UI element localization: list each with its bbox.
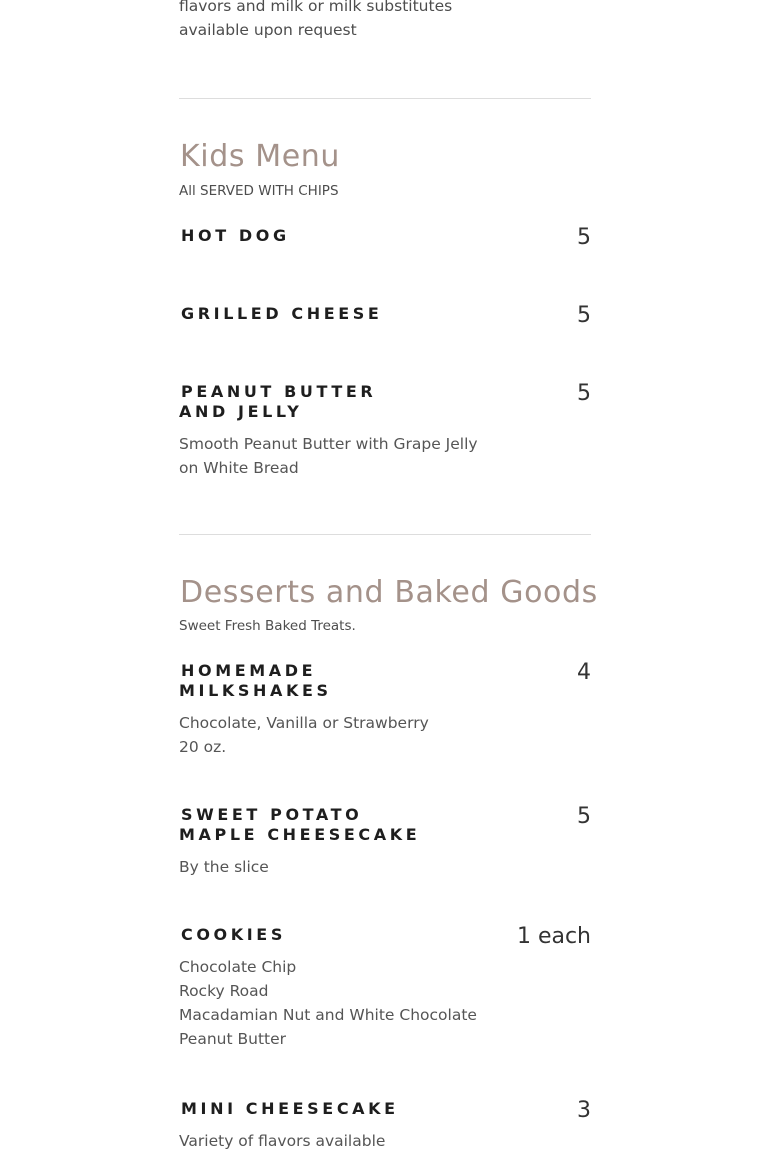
item-price: 4 <box>577 660 591 685</box>
description-line: Macadamian Nut and White Chocolate <box>179 1006 477 1024</box>
section-title-kids-menu: Kids Menu <box>180 139 340 174</box>
menu-item-mini-cheesecake <box>179 1099 591 1153</box>
item-description <box>179 855 479 879</box>
item-name: SWEET POTATO MAPLE CHEESECAKE <box>179 805 421 844</box>
menu-item-homemade-milkshakes <box>179 661 591 759</box>
item-description <box>179 432 479 480</box>
item-name: PEANUT BUTTER AND JELLY <box>179 382 377 421</box>
item-name: MINI CHEESECAKE <box>181 1099 399 1118</box>
menu-item-grilled-cheese <box>179 303 591 328</box>
section-subtitle-kids-menu: All SERVED WITH CHIPS <box>179 183 339 199</box>
item-description <box>179 711 479 759</box>
item-name: HOMEMADE MILKSHAKES <box>179 661 332 700</box>
item-price: 1 each <box>516 924 591 949</box>
item-price: 5 <box>577 804 591 829</box>
description-line: Rocky Road <box>179 982 269 1000</box>
item-name: HOT DOG <box>181 226 290 245</box>
description-line: Variety of flavors available <box>179 1132 386 1150</box>
description-line: 20 oz. <box>179 738 227 756</box>
item-description <box>179 955 479 1051</box>
description-line: on White Bread <box>179 459 299 477</box>
menu-item-peanut-butter-and-jelly <box>179 382 591 480</box>
item-price: 5 <box>577 303 591 328</box>
section-divider <box>179 98 591 99</box>
section-subtitle-desserts: Sweet Fresh Baked Treats. <box>179 618 356 634</box>
item-name: GRILLED CHEESE <box>181 304 383 323</box>
item-price: 5 <box>577 225 591 250</box>
menu-item-sweet-potato-maple-cheesecake <box>179 805 591 879</box>
intro-text-line-2: available upon request <box>179 21 357 39</box>
description-line: Chocolate, Vanilla or Strawberry <box>179 714 429 732</box>
item-description <box>179 1129 479 1153</box>
intro-text-line-1: flavors and milk or milk substitutes <box>179 0 453 15</box>
item-price: 3 <box>577 1098 591 1123</box>
item-name: COOKIES <box>181 925 286 944</box>
description-line: Peanut Butter <box>179 1030 287 1048</box>
description-line: Smooth Peanut Butter with Grape Jelly <box>179 435 478 453</box>
description-line: By the slice <box>179 858 269 876</box>
description-line: Chocolate Chip <box>179 958 297 976</box>
menu-item-cookies <box>179 925 591 1051</box>
section-title-desserts: Desserts and Baked Goods <box>180 575 598 610</box>
section-divider <box>179 534 591 535</box>
item-price: 5 <box>577 381 591 406</box>
menu-item-hot-dog <box>179 225 591 250</box>
